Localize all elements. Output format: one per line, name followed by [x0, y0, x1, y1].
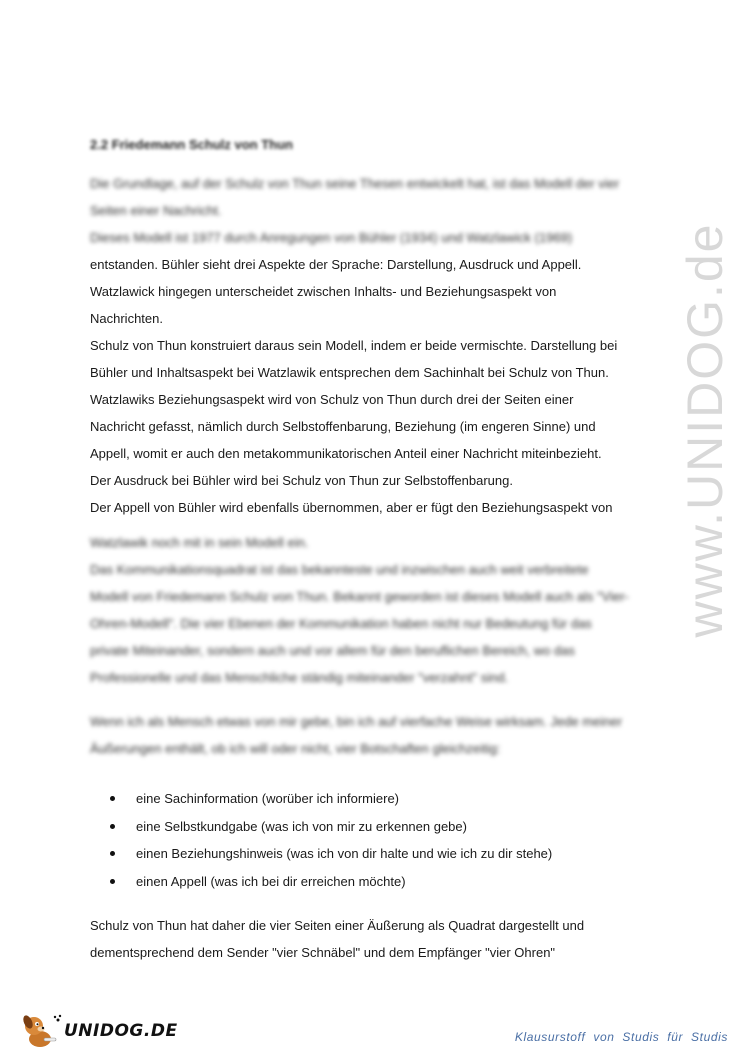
text-line: Nachrichten. — [90, 311, 163, 326]
text-line: Die Grundlage, auf der Schulz von Thun seine Thesen entwickelt hat, ist das Modell der vier — [90, 176, 620, 191]
text-line: Äußerungen enthält, ob ich will oder nicht, vier Botschaften gleichzeitig: — [90, 741, 501, 756]
text-line: entstanden. Bühler sieht drei Aspekte der Sprache: Darstellung, Ausdruck und Appell. — [90, 257, 582, 272]
bullet-icon — [110, 879, 115, 884]
logo-text: UNIDOG.DE — [64, 1021, 178, 1041]
bullet-icon — [110, 851, 115, 856]
list-item — [110, 840, 552, 868]
footer-tagline: Klausurstoff von Studis für Studis — [514, 1030, 728, 1044]
footer-logo[interactable] — [20, 1012, 178, 1050]
text-line: Dieses Modell ist 1977 durch Anregungen von Bühler (1934) und Watzlawick (1969) — [90, 230, 573, 245]
closing-paragraph — [90, 912, 670, 966]
text-line: Modell von Friedemann Schulz von Thun. Bekannt geworden ist dieses Modell auch als "Vier- — [90, 589, 629, 604]
list-item-text: eine Selbstkundgabe (was ich von mir zu erkennen gebe) — [136, 818, 467, 834]
text-line: Der Appell von Bühler wird ebenfalls übernommen, aber er fügt den Beziehungsaspekt von — [90, 500, 613, 515]
blurred-paragraph — [90, 529, 670, 691]
text-line: Bühler und Inhaltsaspekt bei Watzlawik entsprechen dem Sachinhalt bei Schulz von Thun. — [90, 365, 609, 380]
bullet-icon — [110, 796, 115, 801]
bullet-list — [110, 785, 552, 895]
list-item — [110, 785, 552, 813]
text-line: Schulz von Thun konstruiert daraus sein Modell, indem er beide vermischte. Darstellung bei — [90, 338, 618, 353]
bullet-icon — [110, 824, 115, 829]
text-line: Wenn ich als Mensch etwas von mir gebe, bin ich auf vierfache Weise wirksam. Jede meiner — [90, 714, 623, 729]
text-line: Professionelle und das Menschliche ständig miteinander "verzahnt" sind. — [90, 670, 509, 685]
text-line: Der Ausdruck bei Bühler wird bei Schulz von Thun zur Selbstoffenbarung. — [90, 473, 513, 488]
list-item-text: einen Appell (was ich bei dir erreichen möchte) — [136, 873, 406, 889]
text-line: Watzlawick hingegen unterscheidet zwischen Inhalts- und Beziehungsaspekt von — [90, 284, 557, 299]
watermark: www.UNIDOG.de — [677, 222, 733, 638]
intro-paragraph — [90, 170, 670, 251]
text-line: Seiten einer Nachricht. — [90, 203, 222, 218]
body-paragraph — [90, 251, 670, 521]
section-heading: 2.2 Friedemann Schulz von Thun — [90, 137, 293, 152]
list-item-text: einen Beziehungshinweis (was ich von dir halte und wie ich zu dir stehe) — [136, 846, 553, 861]
text-line: Schulz von Thun hat daher die vier Seiten einer Äußerung als Quadrat dargestellt und — [90, 918, 585, 933]
text-line: Ohren-Modell". Die vier Ebenen der Kommunikation haben nicht nur Bedeutung für das — [90, 616, 592, 631]
text-line: Nachricht gefasst, nämlich durch Selbstoffenbarung, Beziehung (im engeren Sinne) und — [90, 419, 596, 434]
text-line: Appell, womit er auch den metakommunikatorischen Anteil einer Nachricht miteinbezieht. — [90, 446, 602, 461]
dog-mascot-icon — [20, 1012, 62, 1050]
text-line: dementsprechend dem Sender "vier Schnäbel" und dem Empfänger "vier Ohren" — [90, 945, 556, 960]
text-line: private Miteinander, sondern auch und vor allem für den beruflichen Bereich, wo das — [90, 643, 575, 658]
text-line: Das Kommunikationsquadrat ist das bekannteste und inzwischen auch weit verbreitete — [90, 562, 589, 577]
list-item — [110, 813, 552, 841]
list-item — [110, 868, 552, 896]
text-line: Watzlawiks Beziehungsaspekt wird von Schulz von Thun durch drei der Seiten einer — [90, 392, 574, 407]
text-line: Watzlawik noch mit in sein Modell ein. — [90, 535, 309, 550]
blurred-paragraph-2 — [90, 708, 670, 762]
list-item-text: eine Sachinformation (worüber ich informiere) — [136, 791, 400, 806]
